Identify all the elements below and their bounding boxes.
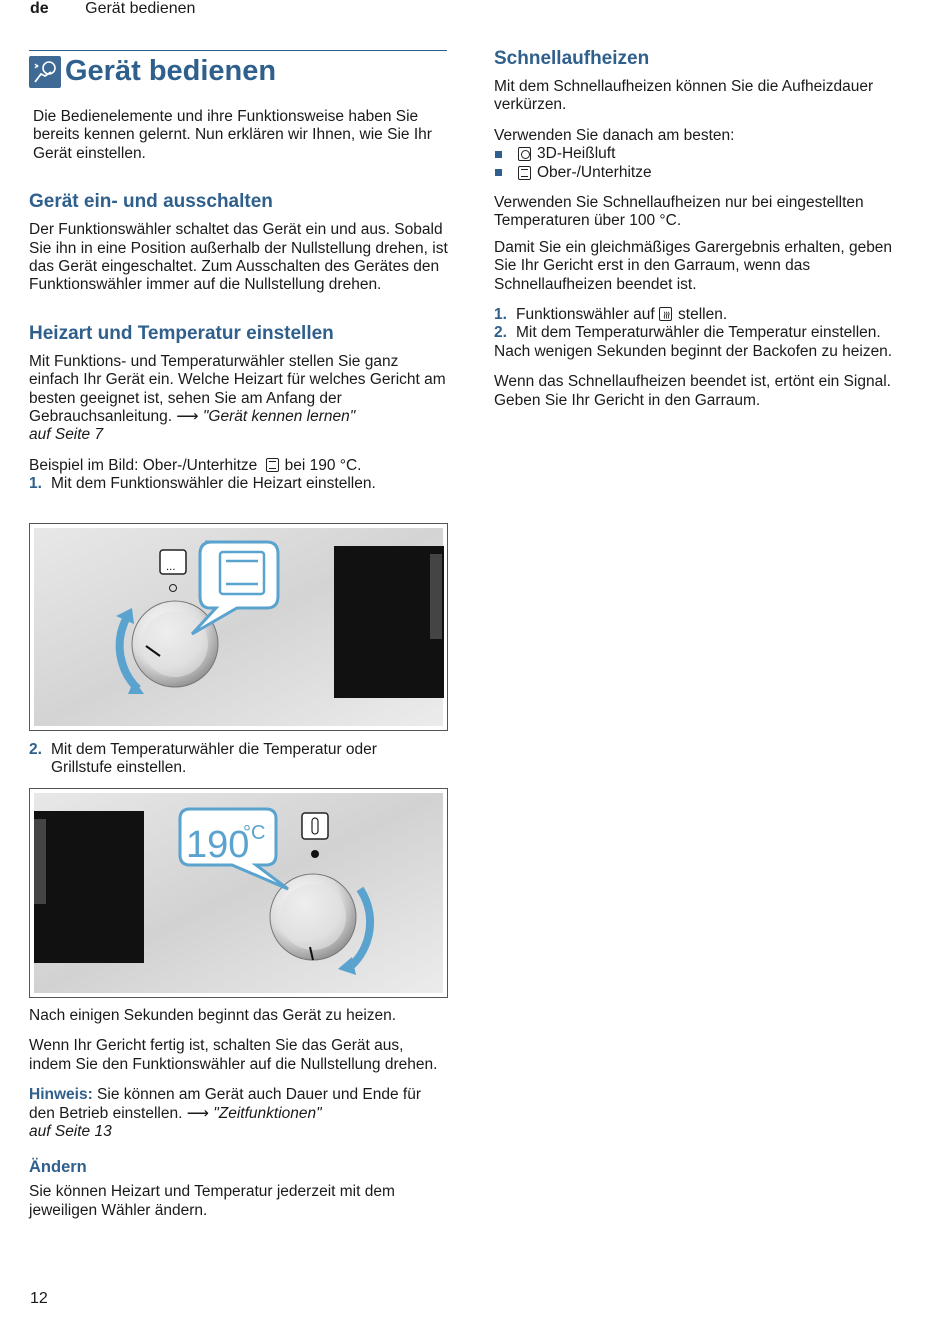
heating-paragraph — [29, 353, 449, 445]
note-paragraph — [29, 1086, 449, 1141]
function-selector-figure — [29, 523, 448, 731]
bullet-text: 3D-Heißluft — [537, 145, 616, 163]
step-number: 2. — [29, 741, 42, 758]
example-text: Beispiel im Bild: Ober-/Unterhitze — [29, 456, 258, 474]
heating-starts-paragraph: Nach einigen Sekunden beginnt das Gerät zu heizen. — [29, 1007, 397, 1024]
recommend-paragraph: Verwenden Sie danach am besten: — [494, 126, 735, 144]
change-paragraph: Sie können Heizart und Temperatur jederzeit mit dem jeweiligen Wähler ändern. — [29, 1183, 395, 1219]
temperature-note-paragraph: Verwenden Sie Schnellaufheizen nur bei eingestellten Temperaturen über 100 °C. — [494, 194, 864, 230]
even-result-paragraph: Damit Sie ein gleichmäßiges Garergebnis erhalten, geben Sie Ihr Gericht erst in den Garraum, wenn das Schnellaufheizen beendet ist. — [494, 238, 893, 293]
bullet-square — [495, 169, 502, 176]
step-text: Mit dem Funktionswähler die Heizart einstellen. — [51, 475, 376, 493]
rapid-step-1 — [494, 306, 914, 324]
step-number: 1. — [29, 475, 42, 493]
arrow-icon: ⟶ — [186, 1104, 209, 1122]
step-text: Mit dem Temperaturwähler die Temperatur einstellen. — [516, 324, 881, 342]
intro-paragraph: Die Bedienelemente und ihre Funktionsweise haben Sie bereits kennen gelernt. Nun erklären wir Ihnen, wie Sie Ihr Gerät einstellen. — [33, 108, 432, 162]
bullet-item — [494, 164, 914, 182]
top-bottom-heat-icon — [266, 458, 279, 472]
right-column — [494, 48, 914, 410]
on-off-paragraph: Der Funktionswähler schaltet das Gerät ein und aus. Sobald Sie ihn in eine Position außerhalb der Nullstellung drehen, ist das Gerät eingeschaltet. Zum Ausschalten des Gerätes den Funktionswähler immer auf die Nullstellung drehen. — [29, 221, 448, 294]
example-temp: bei 190 °C. — [284, 456, 362, 474]
oven-heats-paragraph: Nach wenigen Sekunden beginnt der Backofen zu heizen. — [494, 342, 893, 360]
hand-dial-icon — [29, 56, 61, 88]
page-number: 12 — [30, 1290, 48, 1307]
arrow-icon: ⟶ — [176, 408, 199, 426]
language-code: de — [30, 0, 49, 17]
rapid-intro-paragraph: Mit dem Schnellaufheizen können Sie die Aufheizdauer verkürzen. — [494, 78, 874, 114]
rapid-heat-icon — [659, 307, 672, 321]
step-text: Mit dem Temperaturwähler die Temperatur oder Grillstufe einstellen. — [51, 741, 377, 777]
top-bottom-heat-icon — [518, 166, 531, 180]
page-header — [30, 0, 195, 18]
left-lower-text — [29, 1007, 449, 1220]
title-block — [29, 50, 447, 88]
rapid-step-2 — [494, 324, 914, 342]
header-section: Gerät bedienen — [85, 0, 196, 17]
bullet-square — [495, 151, 502, 158]
left-column — [29, 50, 449, 494]
temperature-display-value: 190 — [186, 824, 250, 866]
temperature-selector-figure — [29, 788, 448, 998]
section-heading-rapid-heating: Schnellaufheizen — [494, 48, 650, 69]
section-heading-change: Ändern — [29, 1158, 87, 1177]
note-label: Hinweis: — [29, 1086, 93, 1104]
reference-link[interactable]: "Gerät kennen lernen" — [202, 408, 356, 426]
reference-link[interactable]: "Zeitfunktionen" — [213, 1104, 322, 1122]
reference-page: auf Seite 7 — [29, 426, 104, 444]
bullet-text: Ober-/Unterhitze — [537, 163, 652, 181]
switch-off-paragraph: Wenn Ihr Gericht fertig ist, schalten Sie das Gerät aus, indem Sie den Funktionswähler auf die Nullstellung drehen. — [29, 1037, 438, 1073]
step-number: 1. — [494, 306, 507, 324]
step-text: Funktionswähler auf ≋ stellen. — [516, 306, 727, 324]
step-2 — [29, 741, 429, 778]
page-title — [29, 55, 447, 88]
step-1 — [29, 475, 449, 493]
example-line — [29, 457, 449, 475]
note-text: Sie können am Gerät auch Dauer und Ende für den Betrieb einstellen. — [29, 1086, 422, 1122]
page-title-text: Gerät bedienen — [65, 55, 277, 87]
step-number: 2. — [494, 324, 507, 342]
section-heading-heating: Heizart und Temperatur einstellen — [29, 322, 334, 344]
temperature-display-unit: °C — [243, 822, 266, 844]
hot-air-icon — [518, 147, 531, 161]
svg-text:...: ... — [166, 562, 176, 573]
section-heading-on-off: Gerät ein- und ausschalten — [29, 191, 273, 213]
bullet-item — [494, 145, 914, 163]
signal-paragraph: Wenn das Schnellaufheizen beendet ist, ertönt ein Signal. Geben Sie Ihr Gericht in den Garraum. — [494, 373, 891, 409]
heating-text: Mit Funktions- und Temperaturwähler stellen Sie ganz einfach Ihr Gerät ein. Welche Heizart für welches Gericht am besten geeignet ist, sehen Sie am Anfang der Gebrauchsanleitung. — [29, 352, 446, 426]
reference-page: auf Seite 13 — [29, 1123, 112, 1141]
